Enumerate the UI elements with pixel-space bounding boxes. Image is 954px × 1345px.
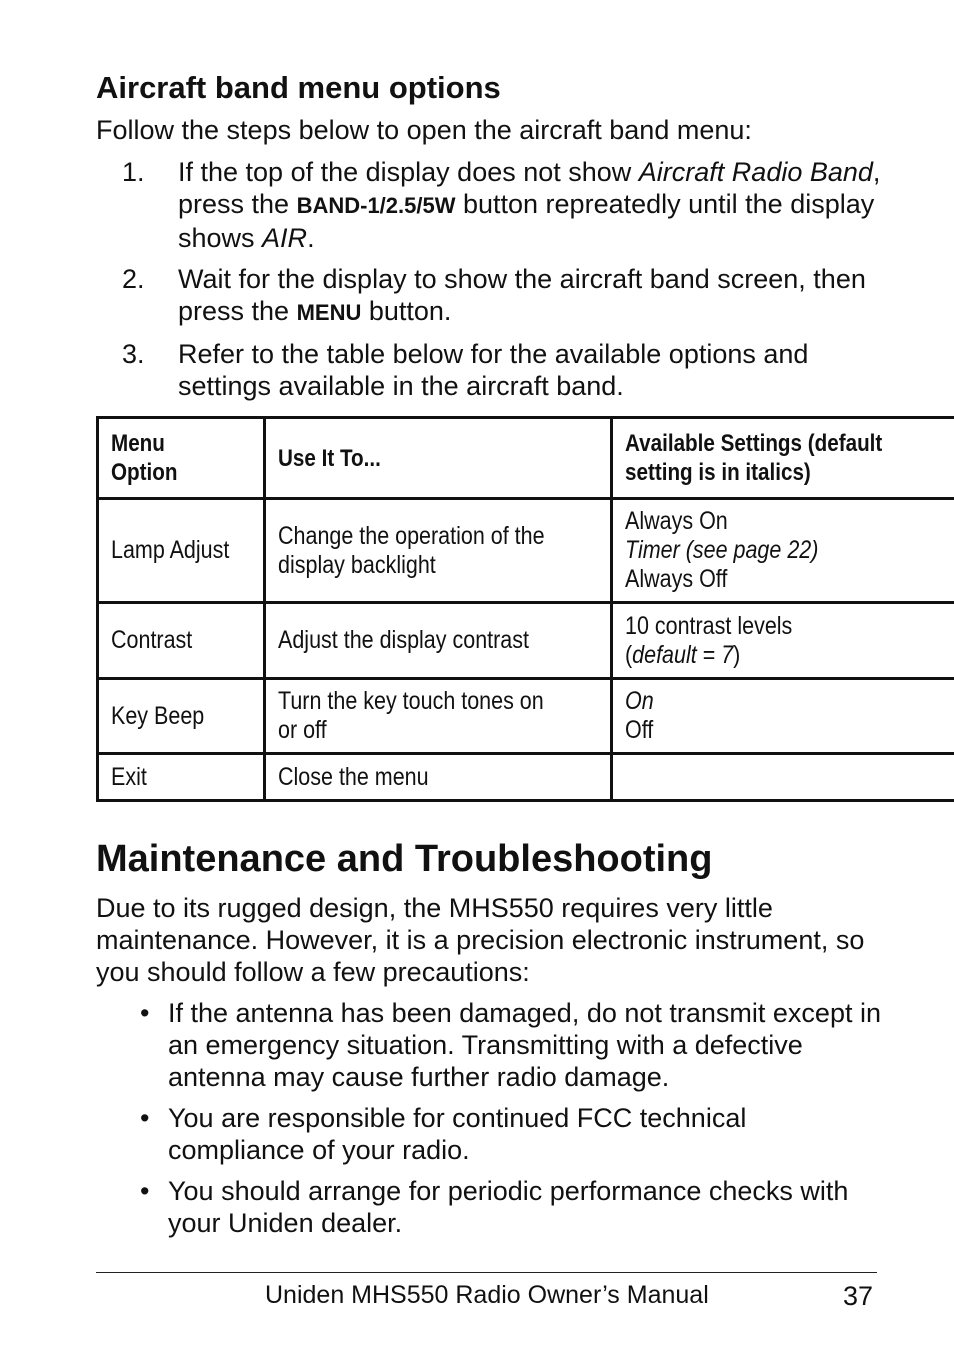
cell-option: Contrast — [98, 603, 265, 679]
step-emphasis: Aircraft Radio Band — [638, 157, 873, 187]
table-header-row — [98, 418, 954, 499]
default-setting: On — [625, 687, 654, 715]
step-text: button. — [361, 296, 452, 326]
step-text: Wait for the display to show the aircraft band screen, then press the — [178, 264, 866, 326]
options-table — [96, 416, 954, 802]
step-number: 1. — [122, 157, 145, 187]
section-intro: Follow the steps below to open the aircraft band menu: — [96, 115, 752, 145]
cell-settings: Always On Timer (see page 22) Always Off — [612, 499, 954, 603]
list-item: • You should arrange for periodic performance checks with your Uniden dealer. — [140, 1176, 849, 1238]
table-row — [98, 679, 954, 754]
button-name: MENU — [296, 300, 362, 325]
list-item: • You are responsible for continued FCC technical compliance of your radio. — [140, 1103, 747, 1165]
step-text: button repreatedly until the display shows — [178, 189, 875, 253]
bullet-icon: • — [140, 1176, 150, 1206]
step-text: . — [307, 223, 315, 253]
table-row — [98, 499, 954, 603]
default-setting: 7 — [721, 640, 734, 669]
bullet-icon: • — [140, 998, 150, 1028]
footer-divider — [96, 1272, 877, 1273]
cell-use: Adjust the display contrast — [265, 603, 612, 679]
default-setting: default — [632, 640, 697, 669]
table-row — [98, 603, 954, 679]
cell-option: Key Beep — [98, 679, 265, 754]
cell-settings: On Off — [612, 679, 954, 754]
step-item — [96, 156, 886, 254]
step-text: If the top of the display does not show — [178, 157, 639, 187]
precautions-list — [96, 997, 886, 1248]
cell-option: Lamp Adjust — [98, 499, 265, 603]
step-emphasis: AIR — [262, 223, 308, 253]
header-menu-option: Menu Option — [98, 418, 265, 499]
steps-list — [96, 156, 886, 411]
header-available-settings: Available Settings (default setting is in italics) — [612, 418, 954, 499]
footer-title: Uniden MHS550 Radio Owner’s Manual — [265, 1281, 709, 1309]
step-text: Refer to the table below for the available options and settings available in the aircraft band. — [178, 339, 809, 401]
cell-use: Change the operation of the display backlight — [265, 499, 612, 603]
table-row — [98, 754, 954, 801]
section-subheading: Aircraft band menu options — [96, 70, 501, 105]
page-title: Maintenance and Troubleshooting — [96, 838, 713, 880]
bullet-icon: • — [140, 1103, 150, 1133]
page-number: 37 — [843, 1281, 874, 1311]
list-item: • If the antenna has been damaged, do not transmit except in an emergency situation. Transmitting with a defective antenna may cause further radio damage. — [140, 998, 881, 1092]
default-setting: Timer (see page 22) — [625, 536, 819, 564]
cell-settings — [612, 754, 954, 801]
button-name: BAND-1/2.5/5W — [296, 193, 456, 218]
step-text: , press the — [178, 157, 881, 219]
step-number: 3. — [122, 339, 145, 369]
step-item — [96, 263, 886, 329]
cell-use: Close the menu — [265, 754, 612, 801]
cell-use: Turn the key touch tones on or off — [265, 679, 612, 754]
cell-settings: 10 contrast levels (default = 7) — [612, 603, 954, 679]
step-item — [96, 338, 886, 402]
maintenance-intro: Due to its rugged design, the MHS550 requires very little maintenance. However, it is a precision electronic instrument, so you should follow a few precautions: — [96, 893, 865, 987]
header-use-it-to: Use It To... — [265, 418, 612, 499]
step-number: 2. — [122, 264, 145, 294]
cell-option: Exit — [98, 754, 265, 801]
